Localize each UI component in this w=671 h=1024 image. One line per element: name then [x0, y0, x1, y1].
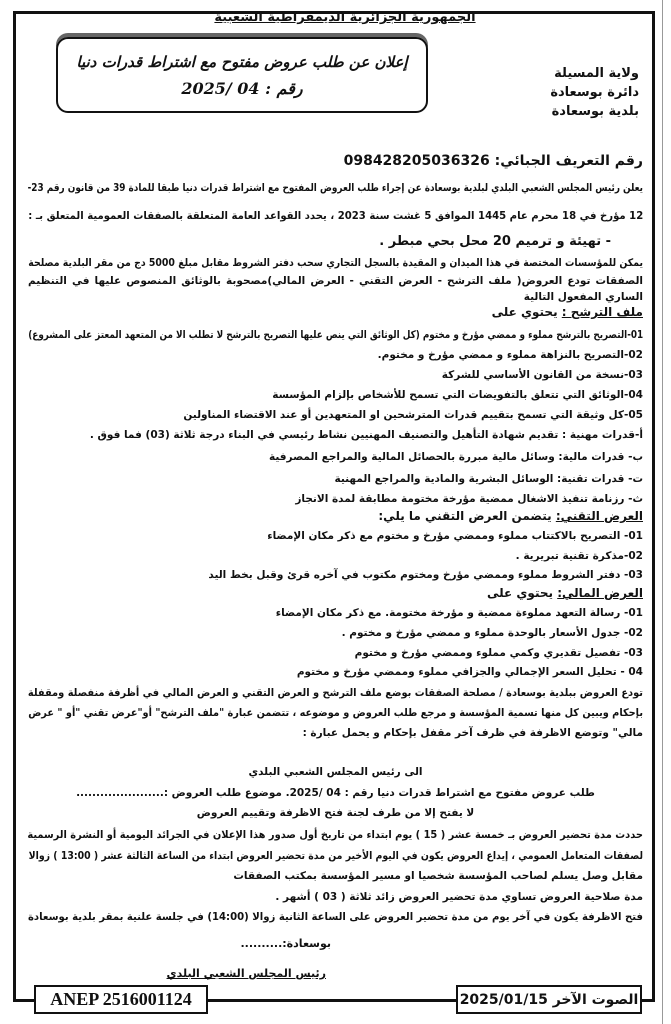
- republic-header: الجمهورية الجزائرية الديمقراطية الشعبية: [214, 10, 476, 25]
- list-item: 02-مذكرة تقنية تبريرية .: [515, 550, 643, 562]
- withdrawal-line: الساري المفعول التالية: [523, 291, 643, 303]
- signature-title: رئيس المجلس الشعبي البلدي: [166, 967, 326, 980]
- commune: بلدية بوسعادة: [551, 104, 639, 119]
- submission-line: تودع العروض ببلدية بوسعادة / مصلحة الصفقات بوضع ملف الترشح و العرض التقني و العرض المالي في أظرفة منفصلة ومقفلة: [27, 687, 643, 699]
- submission-line: بإحكام ويبين كل منها تسمية المؤسسة و مرجع طلب العروض و موضوعه ، تتضمن عبارة "ملف الترشح" أو"عرض تقني "أو " عرض: [28, 707, 644, 719]
- announcement-number: رقم : 04 /2025: [181, 79, 303, 98]
- deadline-line: حددت مدة تحضير العروض بـ خمسة عشر ( 15 ) يوم ابتداء من تاريخ أول صدور هذا الإعلان في الجرائد اليومية أو النشرة الرسمية: [27, 829, 643, 841]
- newspaper-date: الصوت الآخر 2025/01/15: [456, 985, 642, 1014]
- technical-heading: [378, 509, 643, 523]
- title-box: [56, 37, 428, 113]
- capacity-item: ب- قدرات مالية: وسائل مالية مبررة بالحصائل المالية والمراجع المصرفية: [269, 451, 643, 463]
- candidacy-heading: [492, 305, 643, 319]
- capacity-item: أ-قدرات مهنية : تقديم شهادة التأهيل والتصنيف المهنيين نشاط رئيسي في البناء درجة ثلاثة (03) فما فوق .: [89, 429, 643, 441]
- deadline-line: لصفقات المتعامل العمومي ، إيداع العروض يكون في اليوم الأخير من مدة تحضير العروض ابتداء من الساعة الثالثة عشر ( 13:00 ) زوالا: [28, 850, 643, 862]
- candidacy-heading-label: ملف الترشح :: [561, 305, 643, 319]
- list-item: 05-كل وثيقة التي تسمح بتقييم قدرات المترشحين او المتعهدين أو عند الاقتضاء المناولين: [183, 409, 643, 421]
- announcement-title: إعلان عن طلب عروض مفتوح مع اشتراط قدرات دنيا: [76, 53, 408, 71]
- list-item: 01-التصريح بالترشح مملوء و ممضي مؤرخ و مختوم (كل الوثائق التي ينص عليها التصريح بالترشح لا تطلب الا من المتعهد المعتز على المشروع): [28, 329, 643, 341]
- page-edge-line: [662, 0, 663, 1024]
- validity-line: مدة صلاحية العروض تساوي مدة تحضير العروض زائد ثلاثة ( 03 ) أشهر .: [275, 891, 643, 903]
- list-item: 02-التصريح بالنزاهة مملوء و ممضي مؤرخ و مختوم.: [377, 349, 643, 361]
- wilaya: ولاية المسيلة: [554, 66, 639, 81]
- tax-id: رقم التعريف الجبائي: 098428205036326: [343, 153, 643, 169]
- list-item: 04 - تحليل السعر الإجمالي والجزافي مملوء وممضي مؤرخ و مختوم: [296, 666, 643, 678]
- withdrawal-line: الصفقات تودع العروض( ملف الترشح - العرض التقني - العرض المالي)مصحوبة بالوثائق المنصوص عليها في التنظيم: [28, 275, 643, 287]
- list-item: 03- دفتر الشروط مملوء وممضي مؤرخ ومختوم مكتوب في آخره قرئ وقبل بخط اليد: [208, 569, 643, 581]
- envelope-subject: طلب عروض مفتوح مع اشتراط قدرات دنيا رقم : 04 /2025. موضوع طلب العروض :......................: [76, 787, 595, 799]
- submission-line: مالي" وتوضع الاظرفة في ظرف آخر مقفل بإحكام و يحمل عبارة :: [302, 727, 643, 739]
- intro-line: يعلن رئيس المجلس الشعبي البلدي لبلدية بوسعادة عن إجراء طلب العروض المفتوح مع اشتراط قدرات دنيا طبقا للمادة 39 من قانون رقم 23-: [27, 182, 644, 194]
- daira: دائرة بوسعادة: [550, 85, 639, 100]
- list-item: 01- رسالة التعهد مملوءة ممضية و مؤرخة مختومة. مع ذكر مكان الإمضاء: [275, 607, 643, 619]
- withdrawal-line: يمكن للمؤسسات المختصة في هذا الميدان و المقيدة بالسجل التجاري سحب دفتر الشروط مقابل مبلغ 5000 دج من مقر البلدية مصلحة: [28, 257, 643, 269]
- deadline-line: مقابل وصل يسلم لصاحب المؤسسة شخصيا او مسير المؤسسة بمكتب الصفقات: [233, 870, 643, 882]
- project-title: - تهيئة و ترميم 20 محل بحي مبطر .: [379, 234, 611, 249]
- envelope-notice: لا يفتح إلا من طرف لجنة فتح الاظرفة وتقييم العروض: [196, 807, 475, 819]
- envelope-addressee: الى رئيس المجلس الشعبي البلدي: [248, 766, 423, 778]
- candidacy-heading-sub: يحتوي على: [491, 305, 558, 319]
- list-item: 01- التصريح بالاكتتاب مملوء وممضي مؤرخ و مختوم مع ذكر مكان الإمضاء: [267, 530, 643, 542]
- list-item: 02- جدول الأسعار بالوحدة مملوء و ممضي مؤرخ و مختوم .: [341, 627, 643, 639]
- financial-heading-sub: يحتوي على: [487, 586, 554, 600]
- technical-heading-sub: يتضمن العرض التقني ما يلي:: [378, 509, 552, 523]
- financial-heading: [487, 586, 643, 600]
- signature-place: بوسعادة:..........: [240, 937, 331, 950]
- opening-line: فتح الاظرفة يكون في آخر يوم من مدة تحضير العروض على الساعة الثانية زوالا (14:00) في جلسة علنية بمقر بلدية بوسعادة: [27, 911, 643, 923]
- financial-heading-label: العرض المالي:: [557, 586, 643, 600]
- list-item: 04-الوثائق التي تتعلق بالتفويضات التي تسمح للأشخاص بإلزام المؤسسة: [272, 389, 643, 401]
- anep-reference: ANEP 2516001124: [34, 985, 208, 1014]
- list-item: 03-نسخة من القانون الأساسي للشركة: [441, 369, 643, 381]
- capacity-item: ث- رزنامة تنفيذ الاشغال ممضية مؤرخة مختومة مطابقة لمدة الانجاز: [295, 493, 643, 505]
- intro-line: 12 مؤرخ في 18 محرم عام 1445 الموافق 5 غشت سنة 2023 ، يحدد القواعد العامة المتعلقة بالصفقات العمومية المتعلق بـ :: [28, 210, 643, 222]
- list-item: 03- تفصيل تقديري وكمي مملوء وممضي مؤرخ و مختوم: [354, 647, 643, 659]
- technical-heading-label: العرض التقني:: [555, 509, 643, 523]
- capacity-item: ت- قدرات تقنية: الوسائل البشرية والمادية والمراجع المهنية: [334, 473, 643, 485]
